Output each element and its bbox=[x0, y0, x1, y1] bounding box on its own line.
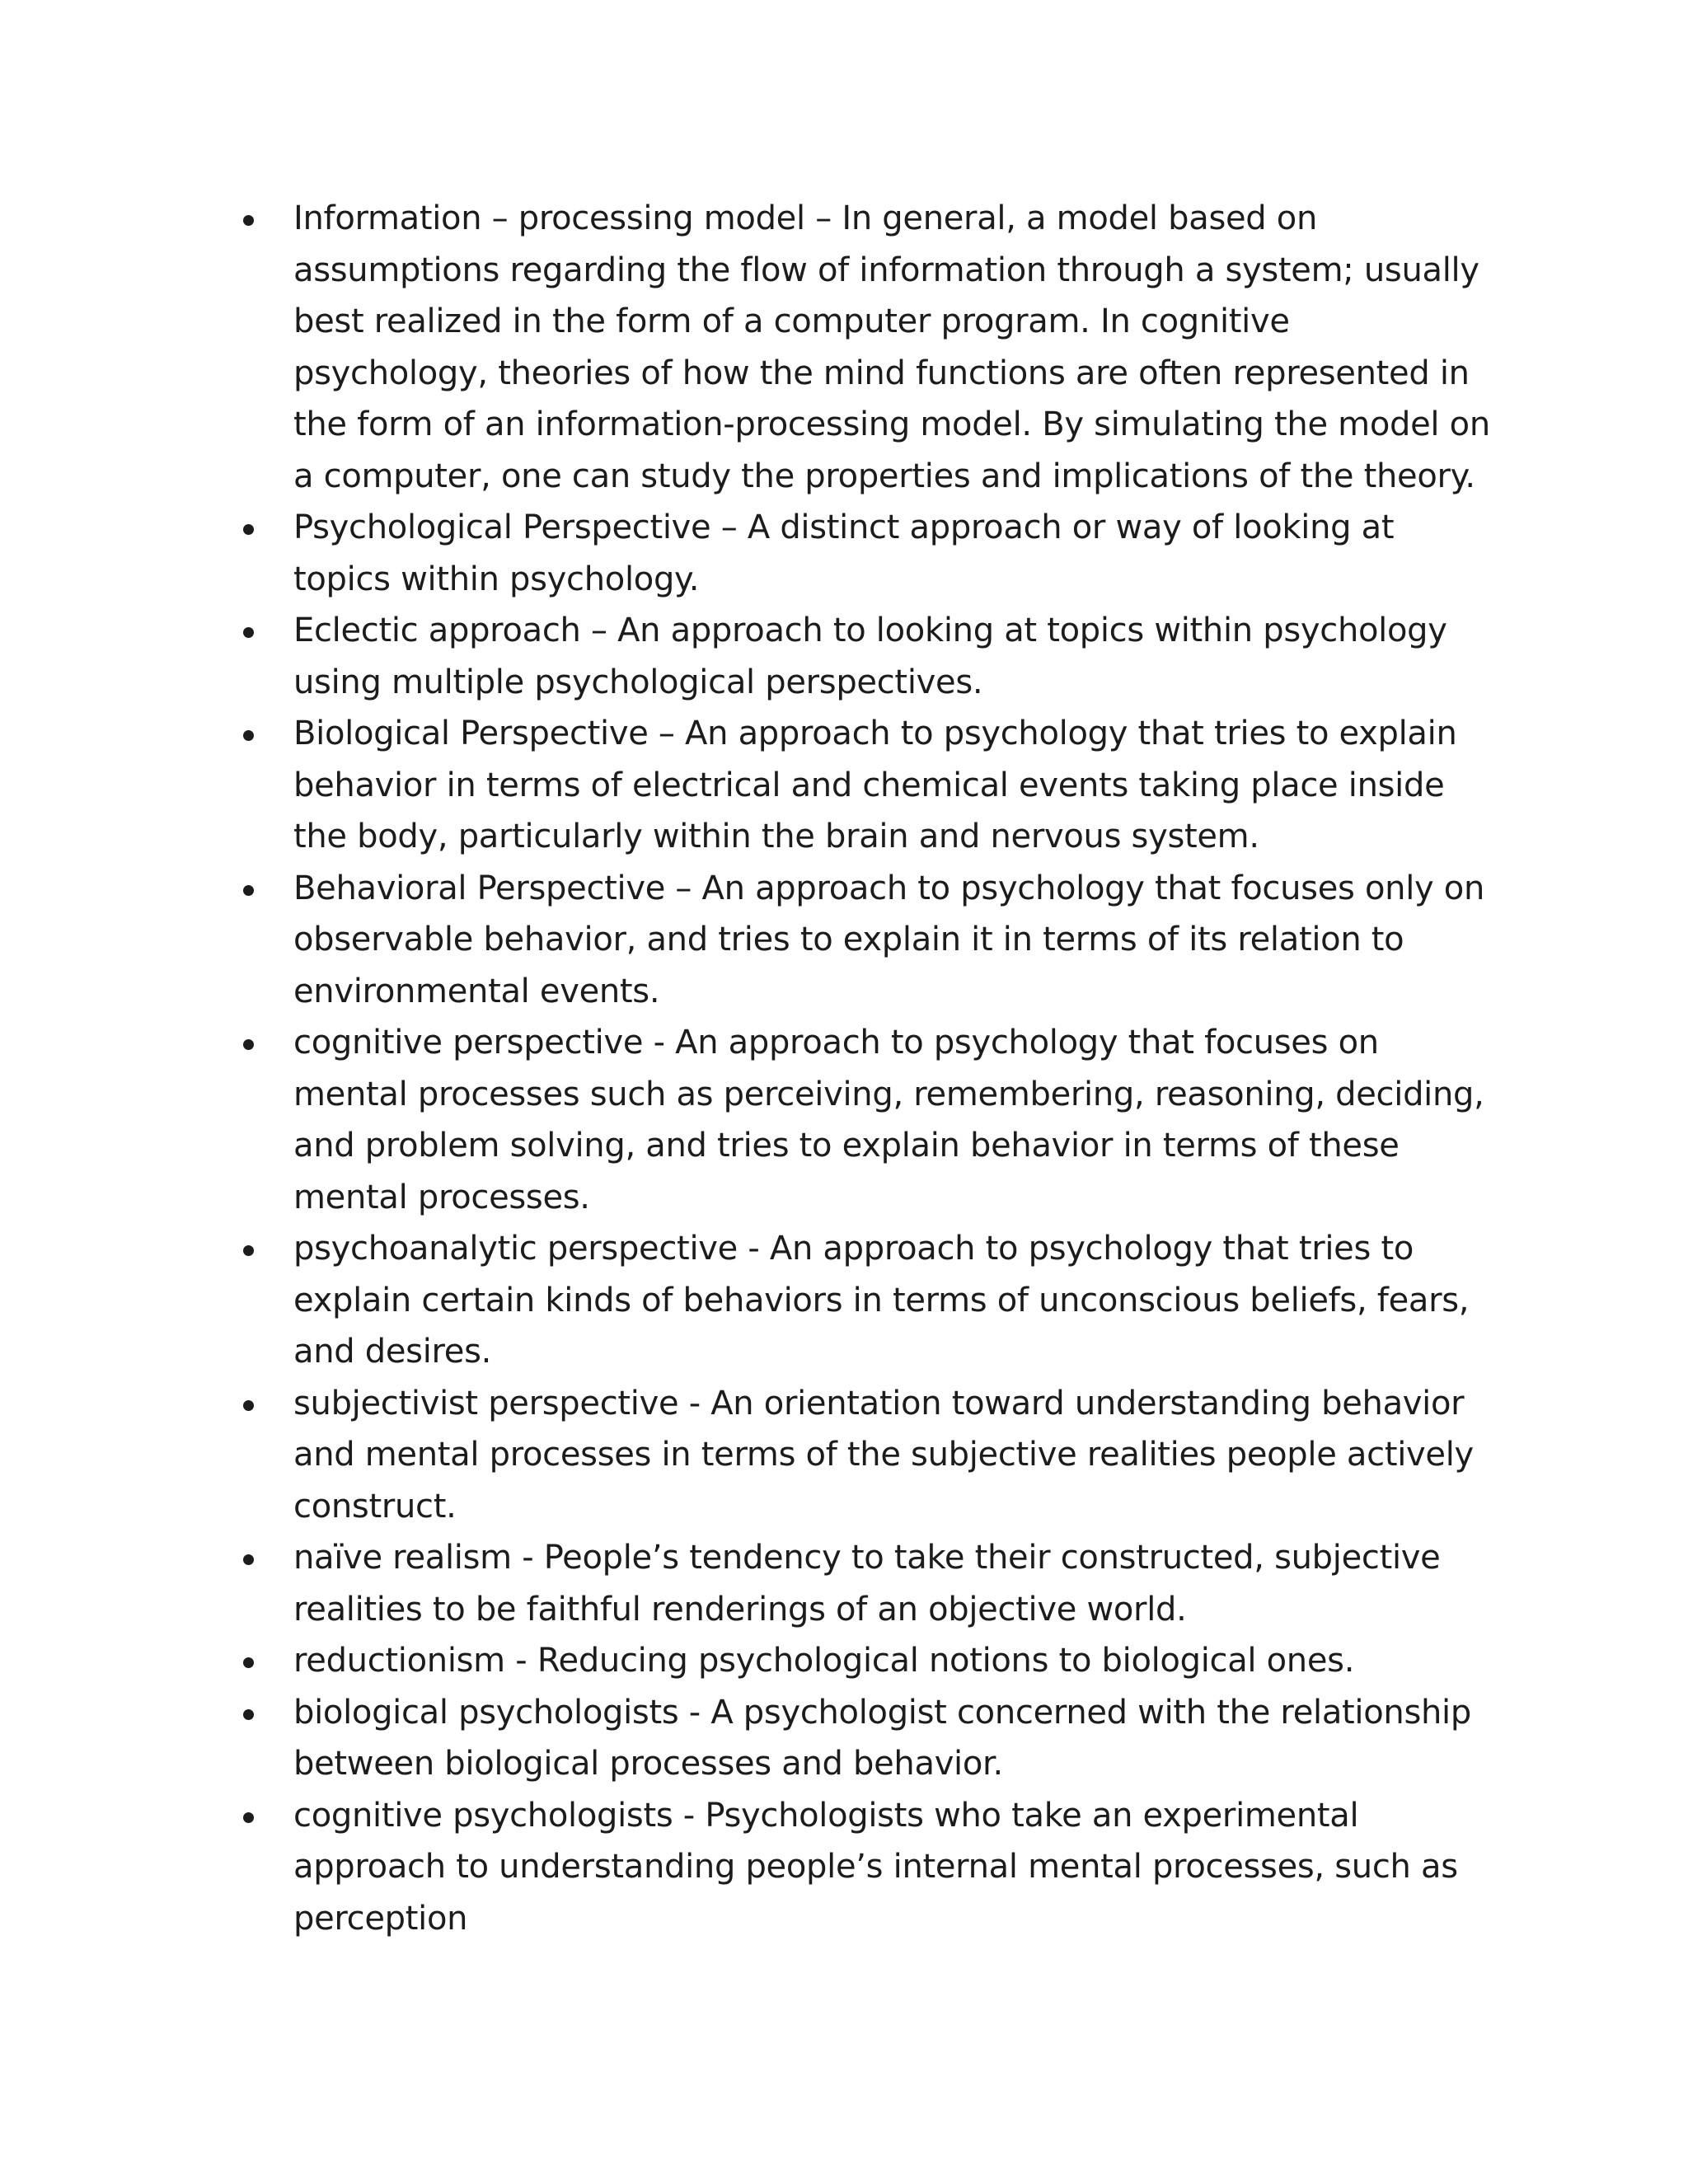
list-item bbox=[239, 193, 1492, 502]
list-item bbox=[239, 1378, 1492, 1533]
bullet-icon bbox=[243, 730, 254, 741]
list-item-text: biological psychologists - A psychologist concerned with the relationship between biological processes and behavior. bbox=[293, 1693, 1471, 1783]
list-item-text: naïve realism - People’s tendency to take their constructed, subjective realities to be faithful renderings of an objective world. bbox=[293, 1539, 1441, 1629]
list-item-text: Psychological Perspective – A distinct approach or way of looking at topics within psychology. bbox=[293, 509, 1395, 598]
bullet-icon bbox=[243, 885, 254, 896]
bullet-icon bbox=[243, 215, 254, 226]
list-item bbox=[239, 863, 1492, 1018]
list-item bbox=[239, 1790, 1492, 1945]
list-item bbox=[239, 1017, 1492, 1223]
bullet-icon bbox=[243, 524, 254, 535]
bullet-icon bbox=[243, 1400, 254, 1411]
list-item bbox=[239, 1223, 1492, 1378]
list-item bbox=[239, 1635, 1492, 1687]
list-item-text: cognitive psychologists - Psychologists who take an experimental approach to understanding people’s internal mental processes, such as perception bbox=[293, 1796, 1458, 1938]
list-item-text: subjectivist perspective - An orientation toward understanding behavior and mental processes in terms of the subjective realities people actively construct. bbox=[293, 1384, 1474, 1526]
bullet-icon bbox=[243, 1812, 254, 1823]
bullet-icon bbox=[243, 627, 254, 638]
list-item bbox=[239, 502, 1492, 605]
list-item-text: Eclectic approach – An approach to looking at topics within psychology using multiple psychological perspectives. bbox=[293, 612, 1447, 701]
list-item-text: cognitive perspective - An approach to psychology that focuses on mental processes such as perceiving, remembering, reasoning, deciding, and problem solving, and tries to explain behavior in terms of these mental processes. bbox=[293, 1024, 1484, 1216]
list-item bbox=[239, 1532, 1492, 1635]
list-item bbox=[239, 708, 1492, 863]
bullet-icon bbox=[243, 1709, 254, 1720]
bullet-icon bbox=[243, 1554, 254, 1565]
list-item-text: Information – processing model – In general, a model based on assumptions regarding the flow of information through a system; usually best realized in the form of a computer program. In cognitive psychology, theories of how the mind functions are often represented in the form of an information-processing model. By simulating the model on a computer, one can study the properties and implications of the theory. bbox=[293, 199, 1490, 495]
list-item-text: reductionism - Reducing psychological notions to biological ones. bbox=[293, 1642, 1355, 1680]
bullet-icon bbox=[243, 1039, 254, 1050]
glossary-list bbox=[239, 193, 1492, 1944]
bullet-icon bbox=[243, 1657, 254, 1668]
list-item bbox=[239, 1687, 1492, 1790]
list-item-text: Behavioral Perspective – An approach to psychology that focuses only on observable behavior, and tries to explain it in terms of its relation to environmental events. bbox=[293, 869, 1485, 1010]
bullet-icon bbox=[243, 1245, 254, 1256]
list-item-text: psychoanalytic perspective - An approach to psychology that tries to explain certain kinds of behaviors in terms of unconscious beliefs, fears, and desires. bbox=[293, 1230, 1470, 1371]
list-item-text: Biological Perspective – An approach to psychology that tries to explain behavior in terms of electrical and chemical events taking place inside the body, particularly within the brain and nervous system. bbox=[293, 715, 1457, 855]
list-item bbox=[239, 605, 1492, 708]
